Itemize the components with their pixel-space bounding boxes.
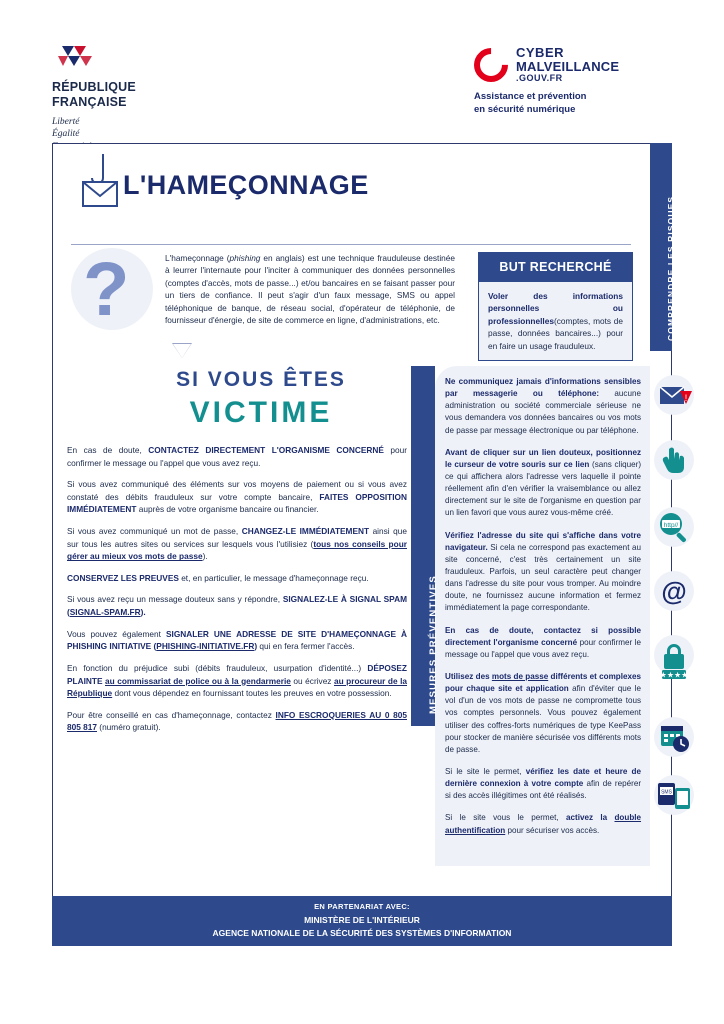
brand-line-3: .GOUV.FR	[516, 73, 563, 84]
page-footer	[52, 896, 672, 946]
brand-sub-2: en sécurité numérique	[474, 104, 576, 116]
victim-paragraph: Si vous avez communiqué des éléments sur vos moyens de paiement ou si vous avez constaté des débits frauduleux sur votre compte bancaire, FAITES OPPOSITION IMMÉDIATEMENT auprès de votre organisme bancaire ou financier.	[67, 479, 407, 515]
measure-item: Vérifiez l'adresse du site qui s'affiche dans votre navigateur. Si cela ne correspond pas exactement au site concerné, c'est très certainement un site frauduleux. Parfois, un seul caractère peut changer dans l'adresse du site pour vous tromper. Au moindre doute, ne fournissez aucune information et fermez immédiatement la page correspondante.	[445, 530, 641, 613]
password-lock-icon	[653, 634, 693, 686]
measures-list	[445, 376, 641, 847]
mail-alert-icon	[653, 374, 693, 414]
definition-italic-term: phishing	[229, 253, 261, 263]
measure-item: Si le site vous le permet, activez la double authentification pour sécuriser vos accès.	[445, 813, 642, 835]
measures-tab-label: MESURES PRÉVENTIVES	[428, 575, 439, 714]
title-row	[53, 156, 671, 218]
french-flag-icon	[52, 42, 112, 74]
measure-item: Ne communiquez jamais d'informations sensibles par messagerie ou téléphone: aucune administration ou société commerciale sérieuse ne vous demandera vos données bancaires ou vos mots de passe par message électronique ou par téléphone.	[445, 377, 641, 435]
definition-text: L'hameçonnage (phishing en anglais) est une technique frauduleuse destinée à leurrer l'internaute pour l'inciter à communiquer des données personnelles (comptes d'accès, mots de passe...) et/ou bancaires en se faisant passer pour un tiers de confiance. Il peut s'agir d'un faux message, SMS ou appel téléphonique de banque, de réseau social, d'opérateur de téléphonie, de fournisseur d'énergie, de site de commerce en ligne, d'administrations, etc.	[165, 253, 456, 326]
at-sign-icon	[653, 570, 693, 610]
page-title: L'HAMEÇONNAGE	[123, 170, 369, 200]
republic-name	[52, 80, 172, 111]
victim-paragraph: CONSERVEZ LES PREUVES et, en particulier, le message d'hameçonnage reçu.	[67, 572, 369, 583]
title-divider	[71, 244, 631, 245]
republique-francaise-logo	[52, 42, 172, 154]
hand-cursor-icon	[653, 439, 693, 479]
speech-tail	[173, 344, 191, 358]
callout-heading: BUT RECHERCHÉ	[478, 252, 633, 282]
victim-paragraph: Si vous avez communiqué un mot de passe, CHANGEZ-LE IMMÉDIATEMENT ainsi que sur tous les autres sites ou services sur lesquels vous l'utilisiez (tous nos conseils pour gérer au mieux vos mots de passe).	[67, 526, 407, 562]
victim-heading-line1: SI VOUS ÊTES	[176, 368, 346, 391]
calendar-clock-icon	[653, 716, 693, 756]
measure-item: Utilisez des mots de passe différents et complexes pour chaque site et application afin d'éviter que le vol d'un de vos mots de passe ne compromette tous vos comptes personnels. Vous pouvez également utiliser des coffres-forts numériques de type KeePass pour stocker de manière sécurisée vos différents mots de passe.	[445, 671, 641, 754]
devise-liberte: Liberté	[52, 116, 80, 127]
callout-body-rest: (comptes, mots de passe, données bancaires...) pour en faire un usage frauduleux.	[488, 315, 623, 351]
brand-sub-1: Assistance et prévention	[474, 91, 587, 103]
svg-text:★★★★: ★★★★	[659, 670, 689, 680]
side-tab-label: COMPRENDRE LES RISQUES	[666, 195, 676, 341]
cyber-c-icon	[467, 41, 515, 89]
footer-line-2: MINISTÈRE DE L'INTÉRIEUR	[304, 915, 420, 925]
victim-paragraph: En fonction du préjudice subi (débits frauduleux, usurpation d'identité...) DÉPOSEZ PLAINTE au commissariat de police ou à la gendarmerie ou écrivez au procureur de la République dont vous dépendez en fournissant toutes les preuves en votre possession.	[67, 662, 407, 699]
svg-text:SMS: SMS	[661, 789, 672, 796]
cybermalveillance-logo	[474, 46, 684, 117]
svg-text:@: @	[661, 576, 687, 606]
brand-line-2: MALVEILLANCE	[516, 58, 620, 74]
brand-line-1: CYBER	[516, 45, 565, 60]
two-factor-icon	[653, 774, 693, 814]
content-frame	[52, 143, 689, 946]
page-header	[0, 20, 724, 140]
victim-paragraph: Vous pouvez également SIGNALER UNE ADRESSE DE SITE D'HAMEÇONNAGE À PHISHING INITIATIVE (PHISHING-INITIATIVE.FR) qui en fera fermer l'accès.	[67, 628, 407, 652]
measure-item: Avant de cliquer sur un lien douteux, positionnez le curseur de votre souris sur ce lien (sans cliquer) ce qui affichera alors l'adresse vers laquelle il pointe réellement afin d'en vérifier la vraisemblance ou allez directement sur le site de l'organisme en question par un lien favori que vous aurez vous-même créé.	[445, 447, 642, 518]
victim-paragraph: En cas de doute, CONTACTEZ DIRECTEMENT L'ORGANISME CONCERNÉ pour confirmer le message ou l'appel que vous avez reçu.	[67, 445, 407, 468]
callout-body-bold: Voler des informations personnelles ou professionnelles	[488, 291, 623, 326]
devise-egalite: Égalité	[52, 129, 80, 140]
svg-text:!: !	[684, 393, 688, 403]
footer-line-1: EN PARTENARIAT AVEC:	[314, 902, 410, 911]
footer-line-3: AGENCE NATIONALE DE LA SÉCURITÉ DES SYSTÈMES D'INFORMATION	[212, 928, 512, 938]
but-recherche-callout	[478, 252, 633, 361]
victim-paragraph: Pour être conseillé en cas d'hameçonnage, contactez INFO ESCROQUERIES AU 0 805 805 817 (numéro gratuit).	[67, 709, 407, 733]
republic-line-1: RÉPUBLIQUE	[52, 80, 136, 94]
victim-heading-line2: VICTIME	[189, 396, 333, 429]
republic-line-2: FRANÇAISE	[52, 95, 127, 110]
measures-tab	[411, 366, 439, 726]
victim-paragraph: Si vous avez reçu un message douteux sans y répondre, SIGNALEZ-LE À SIGNAL SPAM (SIGNAL-SPAM.FR).	[67, 594, 407, 618]
url-search-icon	[653, 506, 693, 546]
brand-subtitle	[474, 91, 684, 117]
svg-text:http//: http//	[663, 522, 679, 529]
victim-advice-list	[67, 444, 407, 743]
measure-item: Si le site le permet, vérifiez les date et heure de dernière connexion à votre compte afin de repérer si des accès illégitimes ont été réalisés.	[445, 766, 642, 801]
callout-body	[478, 282, 633, 361]
question-mark-icon: ?	[83, 247, 130, 332]
measure-item: En cas de doute, contactez si possible directement l'organisme concerné pour confirmer le message ou l'appel que vous avez reçu.	[445, 625, 641, 659]
